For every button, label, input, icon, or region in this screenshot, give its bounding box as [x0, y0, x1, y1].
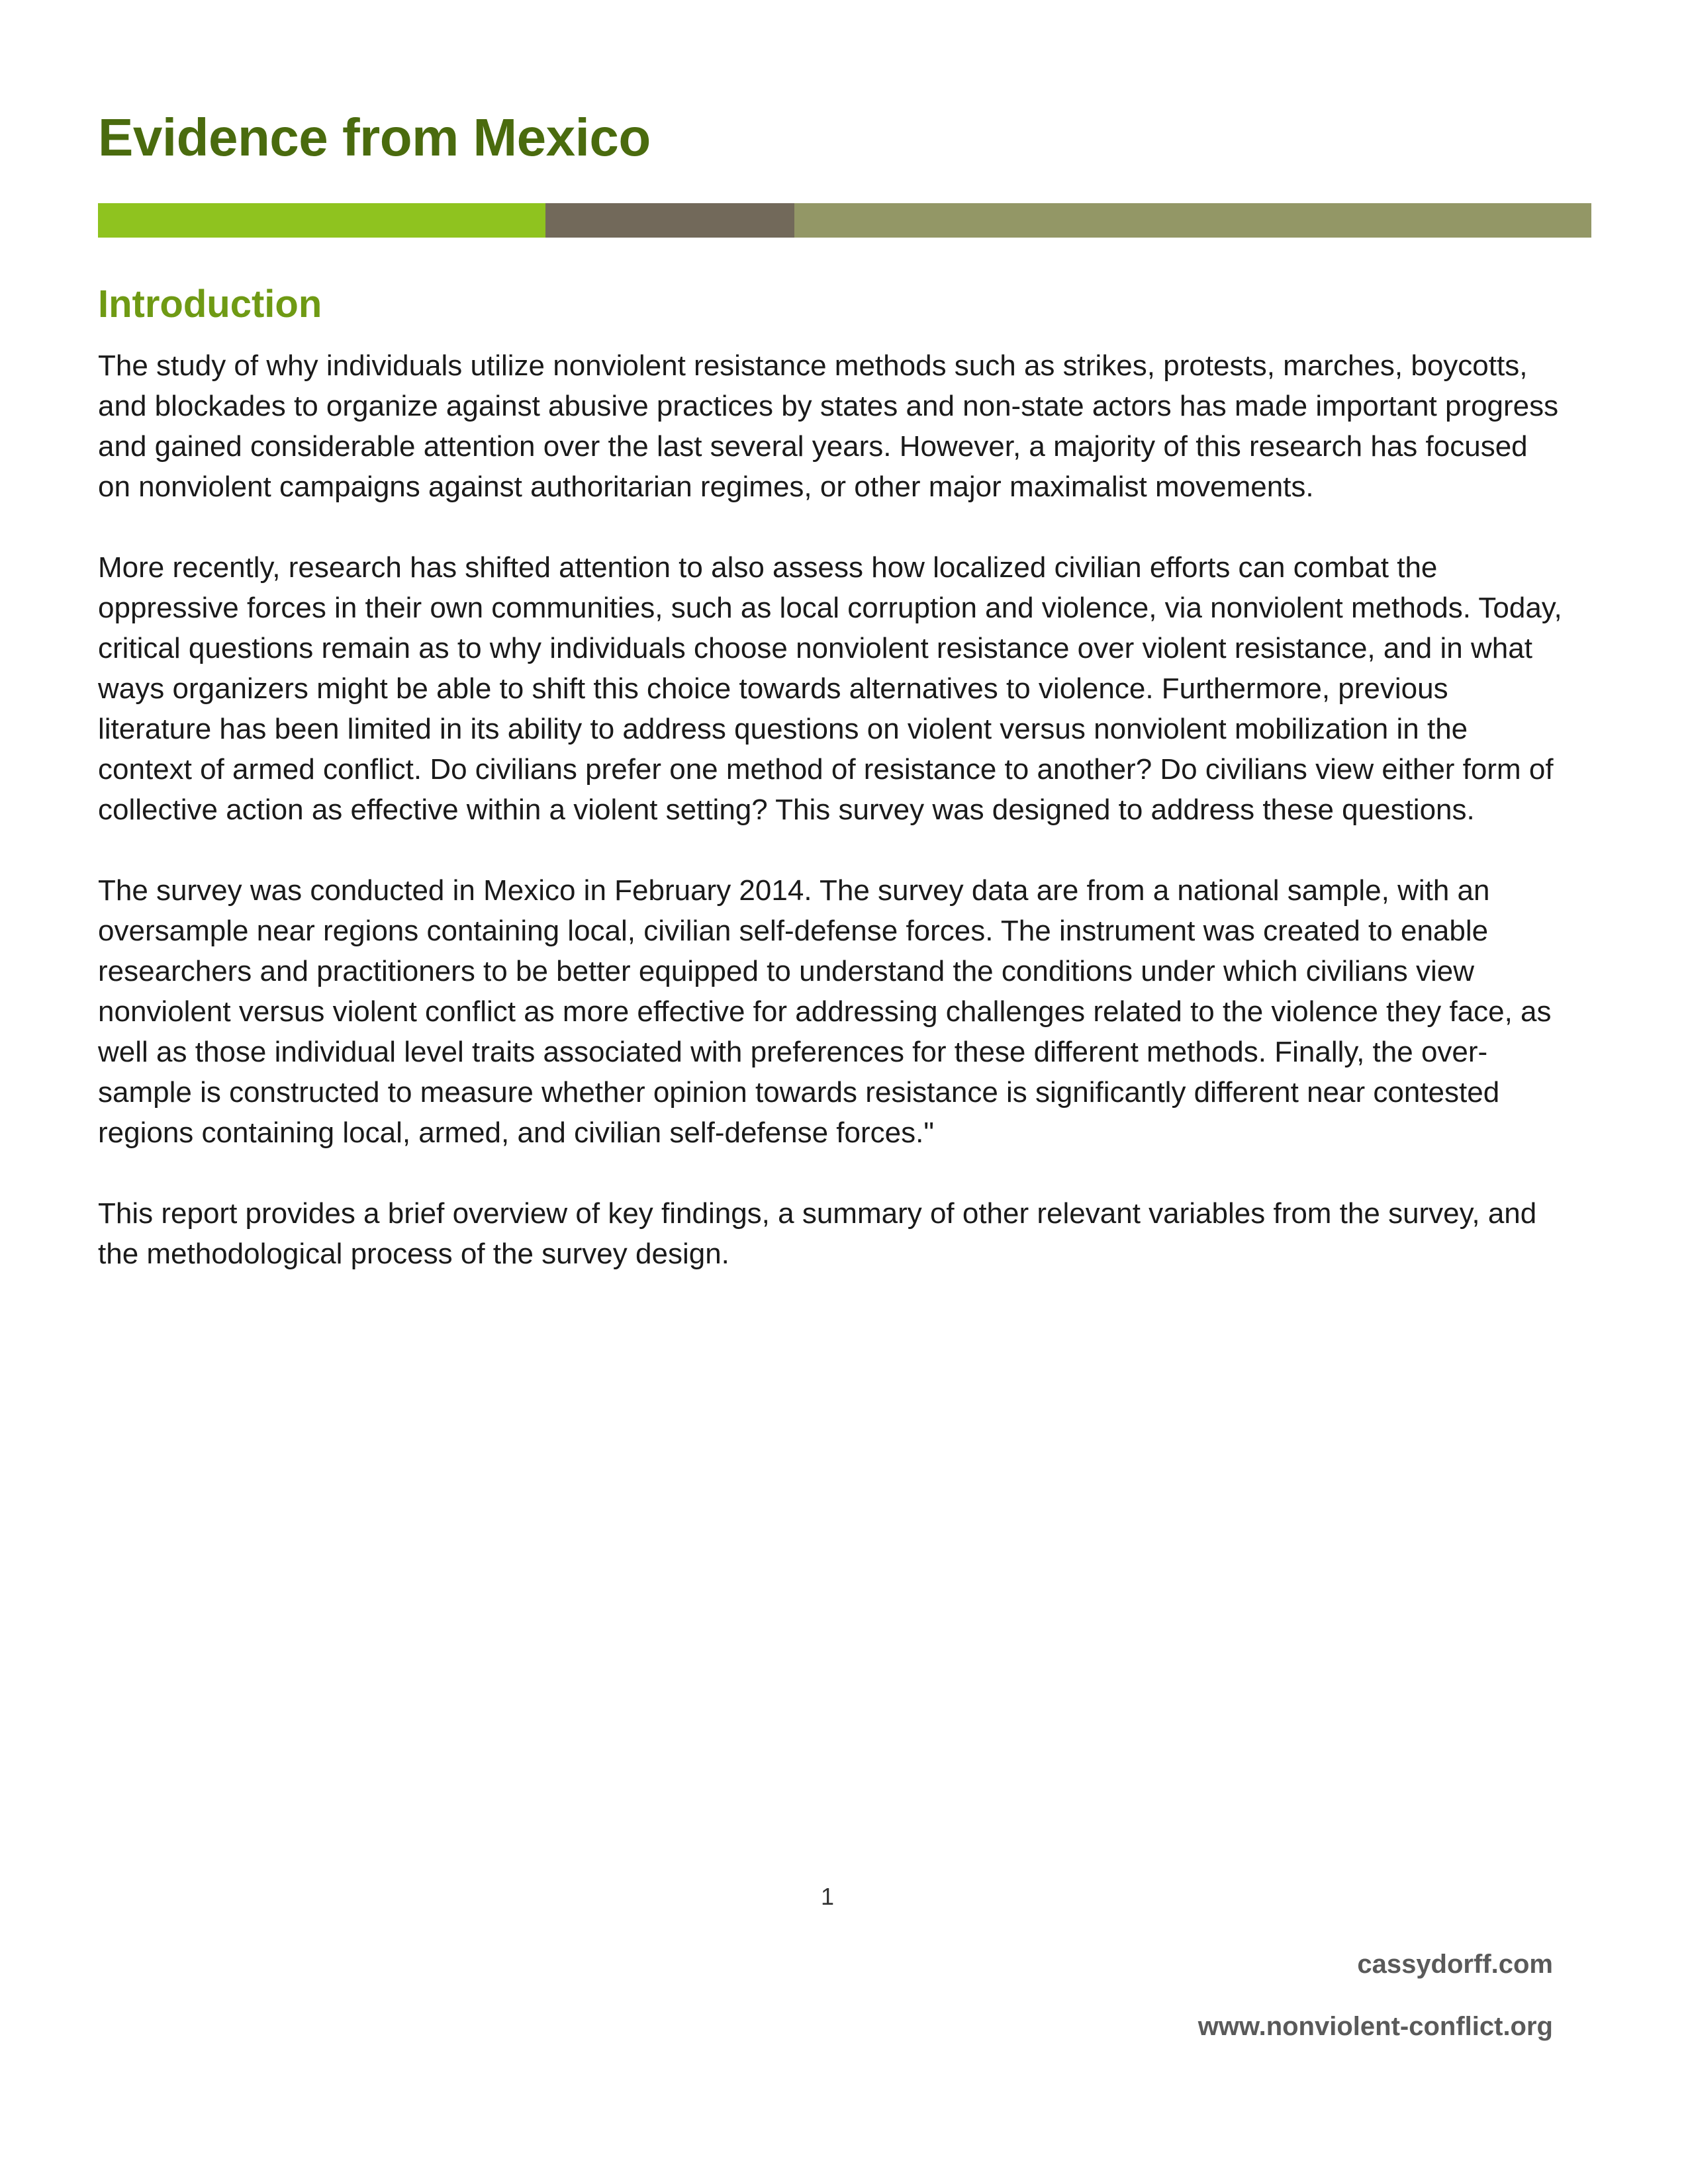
divider-segment-green — [98, 203, 545, 238]
footer-link-cassydorff[interactable]: cassydorff.com — [1357, 1950, 1553, 1979]
introduction-body — [98, 345, 1564, 1314]
footer-link-nonviolent-conflict[interactable]: www.nonviolent-conflict.org — [1197, 2012, 1553, 2041]
paragraph: The study of why individuals utilize nonviolent resistance methods such as strikes, protests, marches, boycotts, and blockades to organize against abusive practices by states and non-state actors has made important progress and gained considerable attention over the last several years. However, a majority of this research has focused on nonviolent campaigns against authoritarian regimes, or other major maximalist movements. — [98, 349, 1559, 503]
paragraph: The survey was conducted in Mexico in February 2014. The survey data are from a national sample, with an oversample near regions containing local, civilian self-defense forces. The instrument was created to enable researchers and practitioners to be better equipped to understand the conditions under which civilians view nonviolent versus violent conflict as more effective for addressing challenges related to the violence they face, as well as those individual level traits associated with preferences for these different methods. Finally, the over-sample is constructed to measure whether opinion towards resistance is significantly different near contested regions containing local, armed, and civilian self-defense forces." — [98, 874, 1552, 1149]
title-divider-bar — [98, 203, 1591, 238]
divider-segment-brown — [545, 203, 794, 238]
page-number: 1 — [820, 1883, 835, 1910]
divider-segment-olive — [794, 203, 1591, 238]
paragraph: This report provides a brief overview of key findings, a summary of other relevant variables from the survey, and the methodological process of the survey design. — [98, 1197, 1537, 1270]
paragraph: More recently, research has shifted attention to also assess how localized civilian efforts can combat the oppressive forces in their own communities, such as local corruption and violence, via nonviolent methods. Today, critical questions remain as to why individuals choose nonviolent resistance over violent resistance, and in what ways organizers might be able to shift this choice towards alternatives to violence. Furthermore, previous literature has been limited in its ability to address questions on violent versus nonviolent mobilization in the context of armed conflict. Do civilians prefer one method of resistance to another? Do civilians view either form of collective action as effective within a violent setting? This survey was designed to address these questions. — [98, 551, 1562, 826]
section-heading-introduction: Introduction — [98, 283, 322, 326]
page-title: Evidence from Mexico — [98, 108, 651, 167]
